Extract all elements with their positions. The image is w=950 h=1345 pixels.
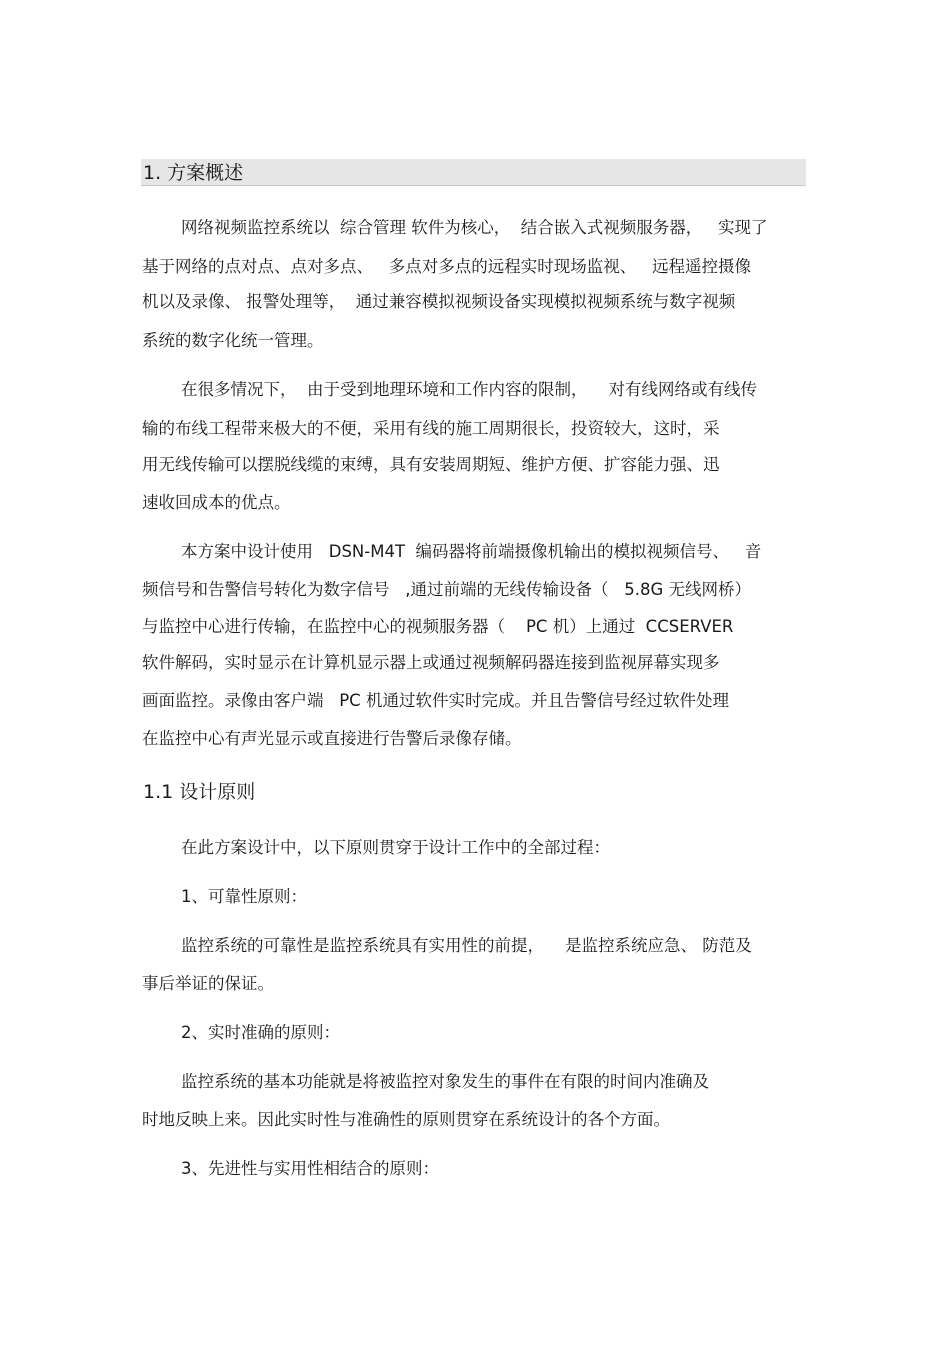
para-3-line-4: 软件解码，实时显示在计算机显示器上或通过视频解码器连接到监视屏幕实现多 [142, 653, 720, 672]
para-2-line-1: 在很多情况下， 由于受到地理环境和工作内容的限制， 对有线网络或有线传 [181, 380, 757, 399]
principle-1-title: 1、可靠性原则： [181, 887, 307, 906]
para-1-line-1: 网络视频监控系统以 综合管理 软件为核心， 结合嵌入式视频服务器， 实现了 [181, 218, 768, 237]
para-3-line-3: 与监控中心进行传输，在监控中心的视频服务器（ PC 机）上通过 CCSERVER [142, 617, 734, 636]
heading-1: 1. 方案概述 [143, 162, 244, 184]
heading-1-1: 1.1 设计原则 [143, 781, 256, 803]
para-3-line-2: 频信号和告警信号转化为数字信号 ,通过前端的无线传输设备（ 5.8G 无线网桥） [142, 580, 751, 599]
para-3-line-5: 画面监控。录像由客户端 PC 机通过软件实时完成。并且告警信号经过软件处理 [142, 691, 729, 710]
principle-1-line-1: 监控系统的可靠性是监控系统具有实用性的前提， 是监控系统应急、 防范及 [181, 936, 752, 955]
para-1-line-4: 系统的数字化统一管理。 [142, 331, 324, 350]
para-3-line-6: 在监控中心有声光显示或直接进行告警后录像存储。 [142, 729, 522, 748]
para-3-line-1: 本方案中设计使用 DSN-M4T 编码器将前端摄像机输出的模拟视频信号、 音 [181, 542, 762, 561]
principles-intro: 在此方案设计中，以下原则贯穿于设计工作中的全部过程： [181, 838, 610, 857]
para-1-line-3: 机以及录像、 报警处理等， 通过兼容模拟视频设备实现模拟视频系统与数字视频 [142, 292, 736, 311]
principle-3-title: 3、先进性与实用性相结合的原则： [181, 1159, 439, 1178]
principle-2-line-1: 监控系统的基本功能就是将被监控对象发生的事件在有限的时间内准确及 [181, 1072, 709, 1091]
para-2-line-4: 速收回成本的优点。 [142, 493, 291, 512]
para-2-line-3: 用无线传输可以摆脱线缆的束缚，具有安装周期短、维护方便、扩容能力强、迅 [142, 455, 720, 474]
para-1-line-2: 基于网络的点对点、点对多点、 多点对多点的远程实时现场监视、 远程遥控摄像 [142, 257, 751, 276]
principle-2-title: 2、实时准确的原则： [181, 1023, 340, 1042]
para-2-line-2: 输的布线工程带来极大的不便，采用有线的施工周期很长，投资较大，这时，采 [142, 419, 720, 438]
principle-1-line-2: 事后举证的保证。 [142, 974, 274, 993]
principle-2-line-2: 时地反映上来。因此实时性与准确性的原则贯穿在系统设计的各个方面。 [142, 1110, 670, 1129]
